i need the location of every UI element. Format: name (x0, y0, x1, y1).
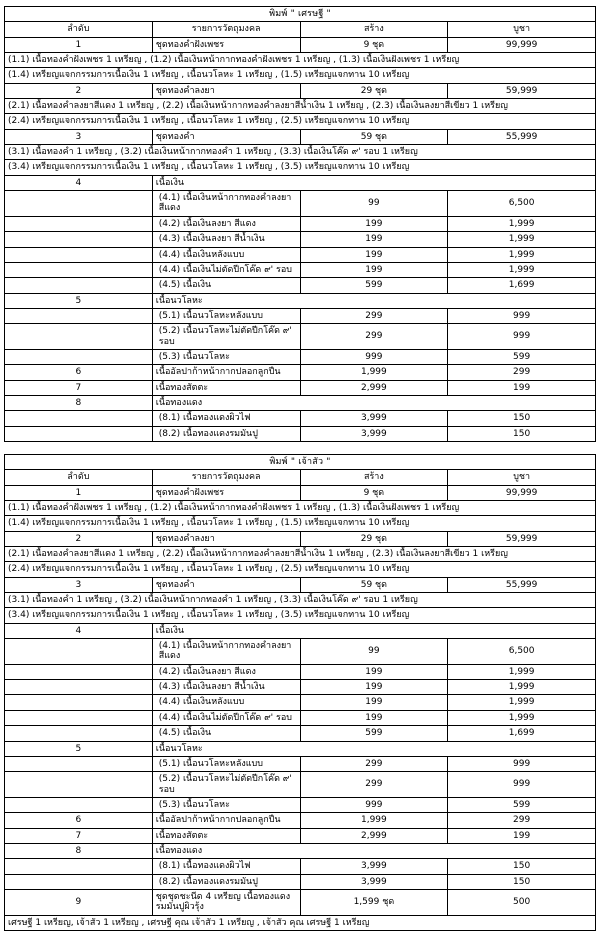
row-price: 299 (448, 365, 596, 380)
table-row (5, 577, 596, 592)
table-subrow (5, 710, 596, 725)
row-make: 199 (300, 680, 448, 695)
row-no: 8 (5, 843, 153, 858)
table-subrow (5, 191, 596, 217)
row-desc: เนื้อเงิน (152, 623, 595, 638)
row-make: 3,999 (300, 874, 448, 889)
row-no (5, 411, 153, 426)
row-desc: (5.3) เนื้อนวโลหะ (152, 349, 300, 364)
row-make: 199 (300, 664, 448, 679)
row-price: 55,999 (448, 129, 596, 144)
row-desc: (4.2) เนื้อเงินลงยา สีแดง (152, 664, 300, 679)
row-make: 999 (300, 349, 448, 364)
row-price: 6,500 (448, 639, 596, 665)
row-price: 999 (448, 756, 596, 771)
table-row (5, 889, 596, 915)
table-title-row (5, 7, 596, 22)
row-make: 2,999 (300, 828, 448, 843)
note-text: (1.1) เนื้อทองคำฝังเพชร 1 เหรียญ , (1.2) เนื้อเงินหน้ากากทองคำฝังเพชร 1 เหรียญ , (1.3) เนื้อเงินฝังเพชร 1 เหรียญ (5, 501, 596, 516)
row-desc: (4.1) เนื้อเงินหน้ากากทองคำลงยาสีแดง (152, 639, 300, 665)
column-header-price: บูชา (448, 470, 596, 485)
table-subrow (5, 216, 596, 231)
table-title: พิมพ์ " เศรษฐี " (5, 7, 596, 22)
column-header-make: สร้าง (300, 22, 448, 37)
row-desc: (5.2) เนื้อนวโลหะไม่ตัดปีกโค๊ด ๙' รอบ (152, 324, 300, 350)
row-desc: (4.1) เนื้อเงินหน้ากากทองคำลงยาสีแดง (152, 191, 300, 217)
table-footnote-row (5, 915, 596, 930)
table-note-row (5, 501, 596, 516)
row-make: 3,999 (300, 859, 448, 874)
note-text: (1.4) เหรียญแจกกรรมการเนื้อเงิน 1 เหรียญ , เนื้อนวโลหะ 1 เหรียญ , (1.5) เหรียญแจกทาน 10 เหรียญ (5, 516, 596, 531)
row-no: 7 (5, 380, 153, 395)
row-make: 299 (300, 308, 448, 323)
row-make: 2,999 (300, 380, 448, 395)
note-text: (3.1) เนื้อทองคำ 1 เหรียญ , (3.2) เนื้อเงินหน้ากากทองคำ 1 เหรียญ , (3.3) เนื้อเงินโค๊ด ๙' รอบ 1 เหรียญ (5, 145, 596, 160)
table-group-row (5, 623, 596, 638)
row-price: 199 (448, 828, 596, 843)
row-desc: (8.1) เนื้อทองแดงผิวไฟ (152, 411, 300, 426)
table-subrow (5, 411, 596, 426)
row-price: 599 (448, 797, 596, 812)
row-desc: เนื้ออัลปาก้าหน้ากากปลอกลูกปืน (152, 813, 300, 828)
row-no (5, 874, 153, 889)
row-make: 599 (300, 278, 448, 293)
row-no (5, 308, 153, 323)
row-desc: (5.3) เนื้อนวโลหะ (152, 797, 300, 812)
row-no: 4 (5, 623, 153, 638)
row-no (5, 664, 153, 679)
row-price: 1,999 (448, 262, 596, 277)
price-table (4, 6, 596, 442)
row-desc: เนื้อนวโลหะ (152, 741, 595, 756)
row-make: 1,999 (300, 365, 448, 380)
row-no (5, 756, 153, 771)
row-no: 7 (5, 828, 153, 843)
table-subrow (5, 247, 596, 262)
row-no: 2 (5, 83, 153, 98)
row-no (5, 695, 153, 710)
row-make: 999 (300, 797, 448, 812)
row-desc: ชุดทองคำลงยา (152, 531, 300, 546)
row-desc: เนื้อทองแดง (152, 843, 595, 858)
row-desc: เนื้ออัลปาก้าหน้ากากปลอกลูกปืน (152, 365, 300, 380)
row-desc: (8.2) เนื้อทองแดงรมมันปู (152, 874, 300, 889)
table-subrow (5, 859, 596, 874)
row-price: 150 (448, 859, 596, 874)
table-subrow (5, 639, 596, 665)
table-subrow (5, 664, 596, 679)
row-desc: เนื้อทองสัตตะ (152, 828, 300, 843)
row-no (5, 859, 153, 874)
row-no (5, 426, 153, 441)
row-no (5, 726, 153, 741)
row-desc: ชุดทองคำลงยา (152, 83, 300, 98)
row-make: 199 (300, 216, 448, 231)
row-desc: เนื้อทองสัตตะ (152, 380, 300, 395)
table-note-row (5, 608, 596, 623)
table-subrow (5, 874, 596, 889)
row-price: 150 (448, 426, 596, 441)
row-make: 9 ชุด (300, 37, 448, 52)
row-price: 99,999 (448, 37, 596, 52)
row-desc: (4.4) เนื้อเงินหลังแบบ (152, 247, 300, 262)
row-price: 1,999 (448, 247, 596, 262)
table-note-row (5, 160, 596, 175)
table-subrow (5, 308, 596, 323)
row-price: 1,999 (448, 680, 596, 695)
row-make: 59 ชุด (300, 129, 448, 144)
table-group-row (5, 843, 596, 858)
table-subrow (5, 695, 596, 710)
row-desc: (4.4) เนื้อเงินไม่ตัดปีกโค๊ด ๙' รอบ (152, 262, 300, 277)
row-price: 1,999 (448, 232, 596, 247)
table-subrow (5, 797, 596, 812)
table-note-row (5, 114, 596, 129)
table-note-row (5, 145, 596, 160)
table-subrow (5, 262, 596, 277)
row-no: 5 (5, 293, 153, 308)
row-price: 1,999 (448, 695, 596, 710)
row-desc: (8.2) เนื้อทองแดงรมมันปู (152, 426, 300, 441)
row-no (5, 710, 153, 725)
table-group-row (5, 293, 596, 308)
row-price: 59,999 (448, 83, 596, 98)
note-text: (2.1) เนื้อทองคำลงยาสีแดง 1 เหรียญ , (2.2) เนื้อเงินหน้ากากทองคำลงยาสีน้ำเงิน 1 เหรียญ , (2.3) เนื้อเงินลงยาสีเขียว 1 เหรียญ (5, 547, 596, 562)
row-no (5, 262, 153, 277)
price-table (4, 454, 596, 931)
table-group-row (5, 395, 596, 410)
note-text: (2.1) เนื้อทองคำลงยาสีแดง 1 เหรียญ , (2.2) เนื้อเงินหน้ากากทองคำลงยาสีน้ำเงิน 1 เหรียญ , (2.3) เนื้อเงินลงยาสีเขียว 1 เหรียญ (5, 99, 596, 114)
table-subrow (5, 232, 596, 247)
row-no: 1 (5, 37, 153, 52)
row-desc: ชุดทองคำฝังเพชร (152, 485, 300, 500)
row-desc: (4.3) เนื้อเงินลงยา สีน้ำเงิน (152, 680, 300, 695)
row-no (5, 797, 153, 812)
row-make: 199 (300, 262, 448, 277)
row-desc: (5.2) เนื้อนวโลหะไม่ตัดปีกโค๊ด ๙' รอบ (152, 772, 300, 798)
row-make: 29 ชุด (300, 83, 448, 98)
row-desc: (4.5) เนื้อเงิน (152, 278, 300, 293)
column-header-make: สร้าง (300, 470, 448, 485)
table-header-row (5, 470, 596, 485)
row-no (5, 772, 153, 798)
sections-container (4, 6, 596, 931)
row-desc: (4.4) เนื้อเงินไม่ตัดปีกโค๊ด ๙' รอบ (152, 710, 300, 725)
table-row (5, 365, 596, 380)
footnote-text: เศรษฐี 1 เหรียญ, เจ้าสัว 1 เหรียญ , เศรษฐี คุณ เจ้าสัว 1 เหรียญ , เจ้าสัว คุณ เศรษฐี 1 เหรียญ (5, 915, 596, 930)
row-desc: ชุดชุดชะนีด 4 เหรียญ เนื้อทองแดงรมมันปูผิวรุ้ง (152, 889, 300, 915)
row-price: 1,699 (448, 726, 596, 741)
row-make: 299 (300, 756, 448, 771)
row-no: 6 (5, 365, 153, 380)
row-make: 199 (300, 695, 448, 710)
table-note-row (5, 593, 596, 608)
row-make: 9 ชุด (300, 485, 448, 500)
row-no (5, 232, 153, 247)
table-subrow (5, 426, 596, 441)
row-no: 3 (5, 577, 153, 592)
row-price: 150 (448, 874, 596, 889)
row-make: 99 (300, 639, 448, 665)
table-row (5, 828, 596, 843)
row-price: 1,999 (448, 216, 596, 231)
row-price: 599 (448, 349, 596, 364)
row-desc: (4.4) เนื้อเงินหลังแบบ (152, 695, 300, 710)
table-subrow (5, 772, 596, 798)
table-note-row (5, 562, 596, 577)
column-header-price: บูชา (448, 22, 596, 37)
note-text: (1.1) เนื้อทองคำฝังเพชร 1 เหรียญ , (1.2) เนื้อเงินหน้ากากทองคำฝังเพชร 1 เหรียญ , (1.3) เนื้อเงินฝังเพชร 1 เหรียญ (5, 53, 596, 68)
row-no: 9 (5, 889, 153, 915)
note-text: (3.4) เหรียญแจกกรรมการเนื้อเงิน 1 เหรียญ , เนื้อนวโลหะ 1 เหรียญ , (3.5) เหรียญแจกทาน 10 เหรียญ (5, 608, 596, 623)
row-price: 1,999 (448, 710, 596, 725)
row-price: 199 (448, 380, 596, 395)
row-make: 299 (300, 324, 448, 350)
row-desc: เนื้อเงิน (152, 175, 595, 190)
row-desc: (4.5) เนื้อเงิน (152, 726, 300, 741)
table-note-row (5, 68, 596, 83)
table-note-row (5, 53, 596, 68)
row-no (5, 639, 153, 665)
table-header-row (5, 22, 596, 37)
row-price: 150 (448, 411, 596, 426)
row-make: 59 ชุด (300, 577, 448, 592)
row-price: 999 (448, 324, 596, 350)
table-note-row (5, 547, 596, 562)
row-desc: (8.1) เนื้อทองแดงผิวไฟ (152, 859, 300, 874)
row-desc: (4.3) เนื้อเงินลงยา สีน้ำเงิน (152, 232, 300, 247)
table-note-row (5, 99, 596, 114)
table-group-row (5, 741, 596, 756)
row-no (5, 191, 153, 217)
row-no (5, 349, 153, 364)
row-price: 99,999 (448, 485, 596, 500)
row-make: 3,999 (300, 426, 448, 441)
table-row (5, 531, 596, 546)
row-price: 1,999 (448, 664, 596, 679)
row-desc: ชุดทองคำ (152, 129, 300, 144)
table-row (5, 380, 596, 395)
row-no (5, 278, 153, 293)
row-make: 29 ชุด (300, 531, 448, 546)
table-title: พิมพ์ " เจ้าสัว " (5, 454, 596, 469)
table-subrow (5, 726, 596, 741)
row-no (5, 324, 153, 350)
row-no: 4 (5, 175, 153, 190)
table-row (5, 129, 596, 144)
row-make: 599 (300, 726, 448, 741)
row-price: 999 (448, 308, 596, 323)
row-desc: ชุดทองคำ (152, 577, 300, 592)
row-no (5, 247, 153, 262)
column-header-no: ลำดับ (5, 22, 153, 37)
row-no (5, 680, 153, 695)
row-no: 5 (5, 741, 153, 756)
row-make: 99 (300, 191, 448, 217)
row-make: 1,999 (300, 813, 448, 828)
row-price: 55,999 (448, 577, 596, 592)
table-subrow (5, 324, 596, 350)
row-desc: (5.1) เนื้อนวโลหะหลังแบบ (152, 308, 300, 323)
row-price: 500 (448, 889, 596, 915)
row-make: 199 (300, 247, 448, 262)
row-make: 299 (300, 772, 448, 798)
row-make: 1,599 ชุด (300, 889, 448, 915)
row-make: 3,999 (300, 411, 448, 426)
note-text: (2.4) เหรียญแจกกรรมการเนื้อเงิน 1 เหรียญ , เนื้อนวโลหะ 1 เหรียญ , (2.5) เหรียญแจกทาน 10 เหรียญ (5, 114, 596, 129)
table-row (5, 37, 596, 52)
row-desc: เนื้อทองแดง (152, 395, 595, 410)
table-subrow (5, 756, 596, 771)
row-no: 6 (5, 813, 153, 828)
row-desc: เนื้อนวโลหะ (152, 293, 595, 308)
row-desc: (4.2) เนื้อเงินลงยา สีแดง (152, 216, 300, 231)
row-no: 8 (5, 395, 153, 410)
table-group-row (5, 175, 596, 190)
row-desc: (5.1) เนื้อนวโลหะหลังแบบ (152, 756, 300, 771)
column-header-no: ลำดับ (5, 470, 153, 485)
note-text: (2.4) เหรียญแจกกรรมการเนื้อเงิน 1 เหรียญ , เนื้อนวโลหะ 1 เหรียญ , (2.5) เหรียญแจกทาน 10 เหรียญ (5, 562, 596, 577)
row-price: 299 (448, 813, 596, 828)
row-make: 199 (300, 710, 448, 725)
row-price: 6,500 (448, 191, 596, 217)
table-subrow (5, 680, 596, 695)
column-header-desc: รายการวัตถุมงคล (152, 22, 300, 37)
row-make: 199 (300, 232, 448, 247)
table-subrow (5, 349, 596, 364)
row-price: 1,699 (448, 278, 596, 293)
row-no: 3 (5, 129, 153, 144)
column-header-desc: รายการวัตถุมงคล (152, 470, 300, 485)
note-text: (3.1) เนื้อทองคำ 1 เหรียญ , (3.2) เนื้อเงินหน้ากากทองคำ 1 เหรียญ , (3.3) เนื้อเงินโค๊ด ๙' รอบ 1 เหรียญ (5, 593, 596, 608)
row-no: 2 (5, 531, 153, 546)
row-price: 999 (448, 772, 596, 798)
note-text: (3.4) เหรียญแจกกรรมการเนื้อเงิน 1 เหรียญ , เนื้อนวโลหะ 1 เหรียญ , (3.5) เหรียญแจกทาน 10 เหรียญ (5, 160, 596, 175)
row-desc: ชุดทองคำฝังเพชร (152, 37, 300, 52)
table-row (5, 83, 596, 98)
row-no: 1 (5, 485, 153, 500)
row-price: 59,999 (448, 531, 596, 546)
note-text: (1.4) เหรียญแจกกรรมการเนื้อเงิน 1 เหรียญ , เนื้อนวโลหะ 1 เหรียญ , (1.5) เหรียญแจกทาน 10 เหรียญ (5, 68, 596, 83)
table-subrow (5, 278, 596, 293)
section-spacer (4, 442, 596, 454)
table-row (5, 485, 596, 500)
row-no (5, 216, 153, 231)
table-note-row (5, 516, 596, 531)
table-title-row (5, 454, 596, 469)
table-row (5, 813, 596, 828)
